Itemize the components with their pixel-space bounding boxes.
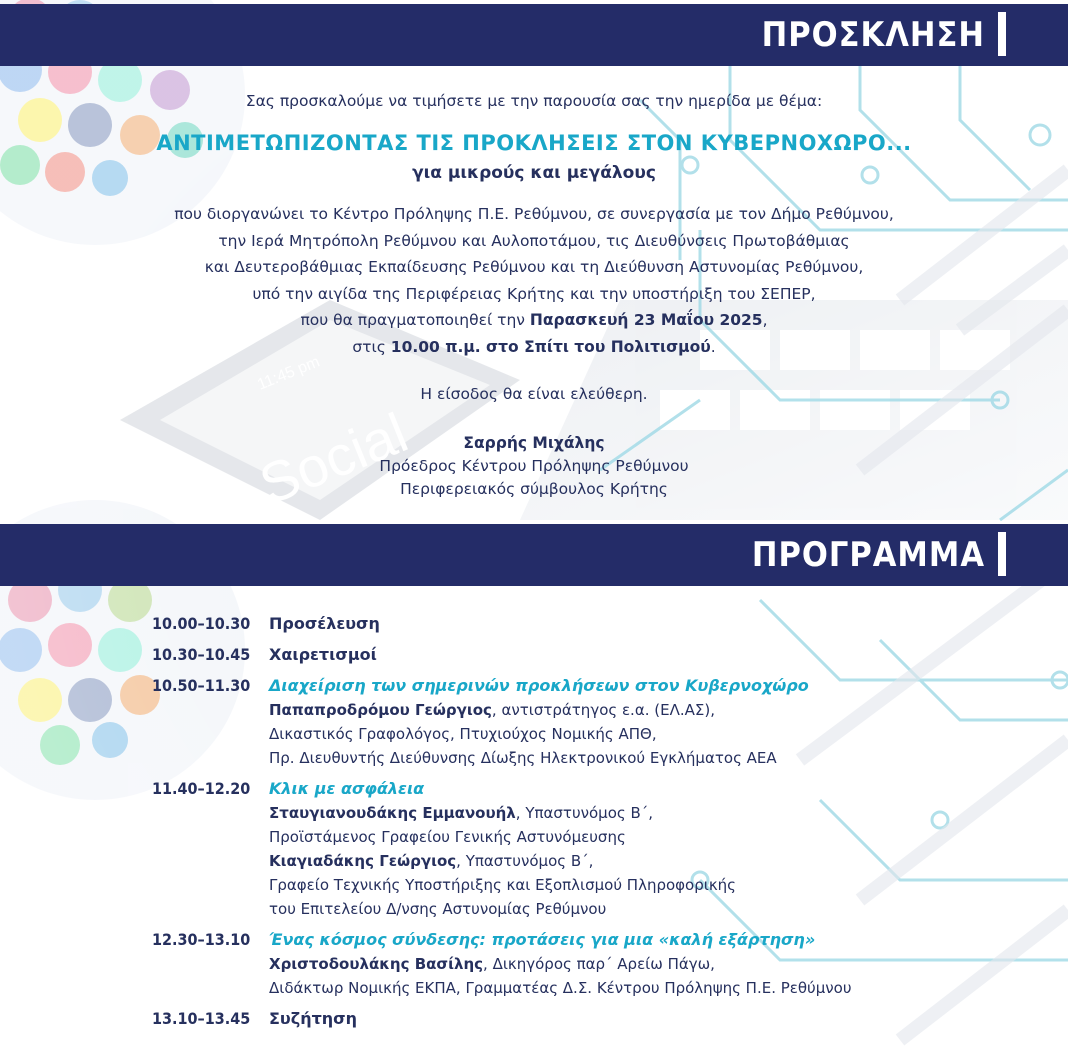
- program-time: 12.30–13.10: [152, 930, 251, 949]
- body-line: υπό την αιγίδα της Περιφέρειας Κρήτης και την υποστήριξη του ΣΕΠΕΡ,: [252, 284, 816, 303]
- svg-text:Social: Social: [250, 400, 416, 517]
- program-time: 10.30–10.45: [152, 645, 251, 664]
- invitation-banner: [0, 4, 1068, 66]
- program-time: 13.10–13.45: [152, 1009, 251, 1028]
- time-line: στις 10.00 π.μ. στο Σπίτι του Πολιτισμού.: [352, 337, 716, 356]
- program-title: Ένας κόσμος σύνδεσης: προτάσεις για μια «καλή εξάρτηση»: [269, 930, 816, 949]
- speaker-details: Σταυγιανουδάκης Εμμανουήλ, Υπαστυνόμος Β΄,: [269, 804, 654, 822]
- body-line: την Ιερά Μητρόπολη Ρεθύμνου και Αυλοποτάμου, τις Διευθύνσεις Πρωτοβάθμιας: [218, 231, 850, 250]
- event-date: Παρασκευή 23 Μαΐου 2025: [529, 311, 763, 330]
- event-headline: ΑΝΤΙΜΕΤΩΠΙΖΟΝΤΑΣ ΤΙΣ ΠΡΟΚΛΗΣΕΙΣ ΣΤΟΝ ΚΥΒΕΡΝΟΧΩΡΟ...: [156, 131, 912, 155]
- speaker-details: Πρ. Διευθυντής Διεύθυνσης Δίωξης Ηλεκτρονικού Εγκλήματος ΑΕΑ: [269, 749, 777, 767]
- program-banner: [0, 524, 1068, 586]
- program-time: 10.50–11.30: [152, 676, 251, 695]
- program-item: [152, 777, 852, 921]
- program-time: 11.40–12.20: [152, 779, 251, 798]
- speaker-details: Παπαπροδρόμου Γεώργιος, αντιστράτηγος ε.α. (ΕΛ.ΑΣ),: [269, 701, 715, 719]
- banner-accent-bar: [998, 12, 1006, 56]
- program-item: [152, 1007, 852, 1031]
- speaker-name: Κιαγιαδάκης Γεώργιος: [269, 852, 457, 870]
- speaker-name: Παπαπροδρόμου Γεώργιος: [269, 701, 492, 719]
- speaker-details: Χριστοδουλάκης Βασίλης, Δικηγόρος παρ΄ Αρείω Πάγω,: [269, 955, 715, 973]
- invitation-title: ΠΡΟΣΚΛΗΣΗ: [761, 15, 985, 55]
- intro-text: Σας προσκαλούμε να τιμήσετε με την παρουσία σας την ημερίδα με θέμα:: [245, 92, 823, 110]
- speaker-name: Σταυγιανουδάκης Εμμανουήλ: [269, 804, 516, 822]
- signature-block: [0, 432, 1068, 501]
- invitation-body: [0, 201, 1068, 361]
- program-title: Διαχείριση των σημερινών προκλήσεων στον Κυβερνοχώρο: [269, 676, 809, 695]
- speaker-details: Κιαγιαδάκης Γεώργιος, Υπαστυνόμος Β΄,: [269, 852, 594, 870]
- program-time: 10.00–10.30: [152, 614, 251, 633]
- program-title: Προσέλευση: [269, 614, 380, 633]
- svg-text:11:45 pm: 11:45 pm: [255, 353, 323, 394]
- speaker-details: Προϊστάμενος Γραφείου Γενικής Αστυνόμευσης: [269, 828, 626, 846]
- speaker-details: Δικαστικός Γραφολόγος, Πτυχιούχος Νομικής ΑΠΘ,: [269, 725, 657, 743]
- speaker-details: Γραφείο Τεχνικής Υποστήριξης και Εξοπλισμού Πληροφορικής: [269, 876, 736, 894]
- program-title: Κλικ με ασφάλεια: [269, 779, 425, 798]
- speaker-details: του Επιτελείου Δ/νσης Αστυνομίας Ρεθύμνου: [269, 900, 607, 918]
- program-list: [152, 612, 852, 1031]
- program-title: Συζήτηση: [269, 1009, 358, 1028]
- program-item: [152, 612, 852, 636]
- signer-name: Σαρρής Μιχάλης: [463, 434, 605, 452]
- body-line: που διοργανώνει το Κέντρο Πρόληψης Π.Ε. Ρεθύμνου, σε συνεργασία με τον Δήμο Ρεθύμνου,: [174, 205, 894, 223]
- body-line: και Δευτεροβάθμιας Εκπαίδευσης Ρεθύμνου και τη Διεύθυνση Αστυνομίας Ρεθύμνου,: [204, 258, 864, 277]
- speaker-name: Χριστοδουλάκης Βασίλης: [269, 955, 484, 973]
- date-line: που θα πραγματοποιηθεί την Παρασκευή 23 Μαΐου 2025,: [300, 311, 768, 330]
- program-title: ΠΡΟΓΡΑΜΜΑ: [751, 535, 985, 575]
- signer-role: Πρόεδρος Κέντρου Πρόληψης Ρεθύμνου: [379, 457, 689, 475]
- signer-role: Περιφερειακός σύμβουλος Κρήτης: [400, 480, 668, 498]
- program-item: [152, 674, 852, 770]
- event-subheadline: για μικρούς και μεγάλους: [412, 163, 656, 183]
- program-title: Χαιρετισμοί: [269, 645, 377, 664]
- program-item: [152, 643, 852, 667]
- event-time-venue: 10.00 π.μ. στο Σπίτι του Πολιτισμού: [390, 337, 711, 356]
- banner-accent-bar: [998, 532, 1006, 576]
- speaker-details: Διδάκτωρ Νομικής ΕΚΠΑ, Γραμματέας Δ.Σ. Κέντρου Πρόληψης Π.Ε. Ρεθύμνου: [269, 979, 852, 997]
- free-entry-note: Η είσοδος θα είναι ελεύθερη.: [420, 385, 648, 403]
- program-item: [152, 928, 852, 1000]
